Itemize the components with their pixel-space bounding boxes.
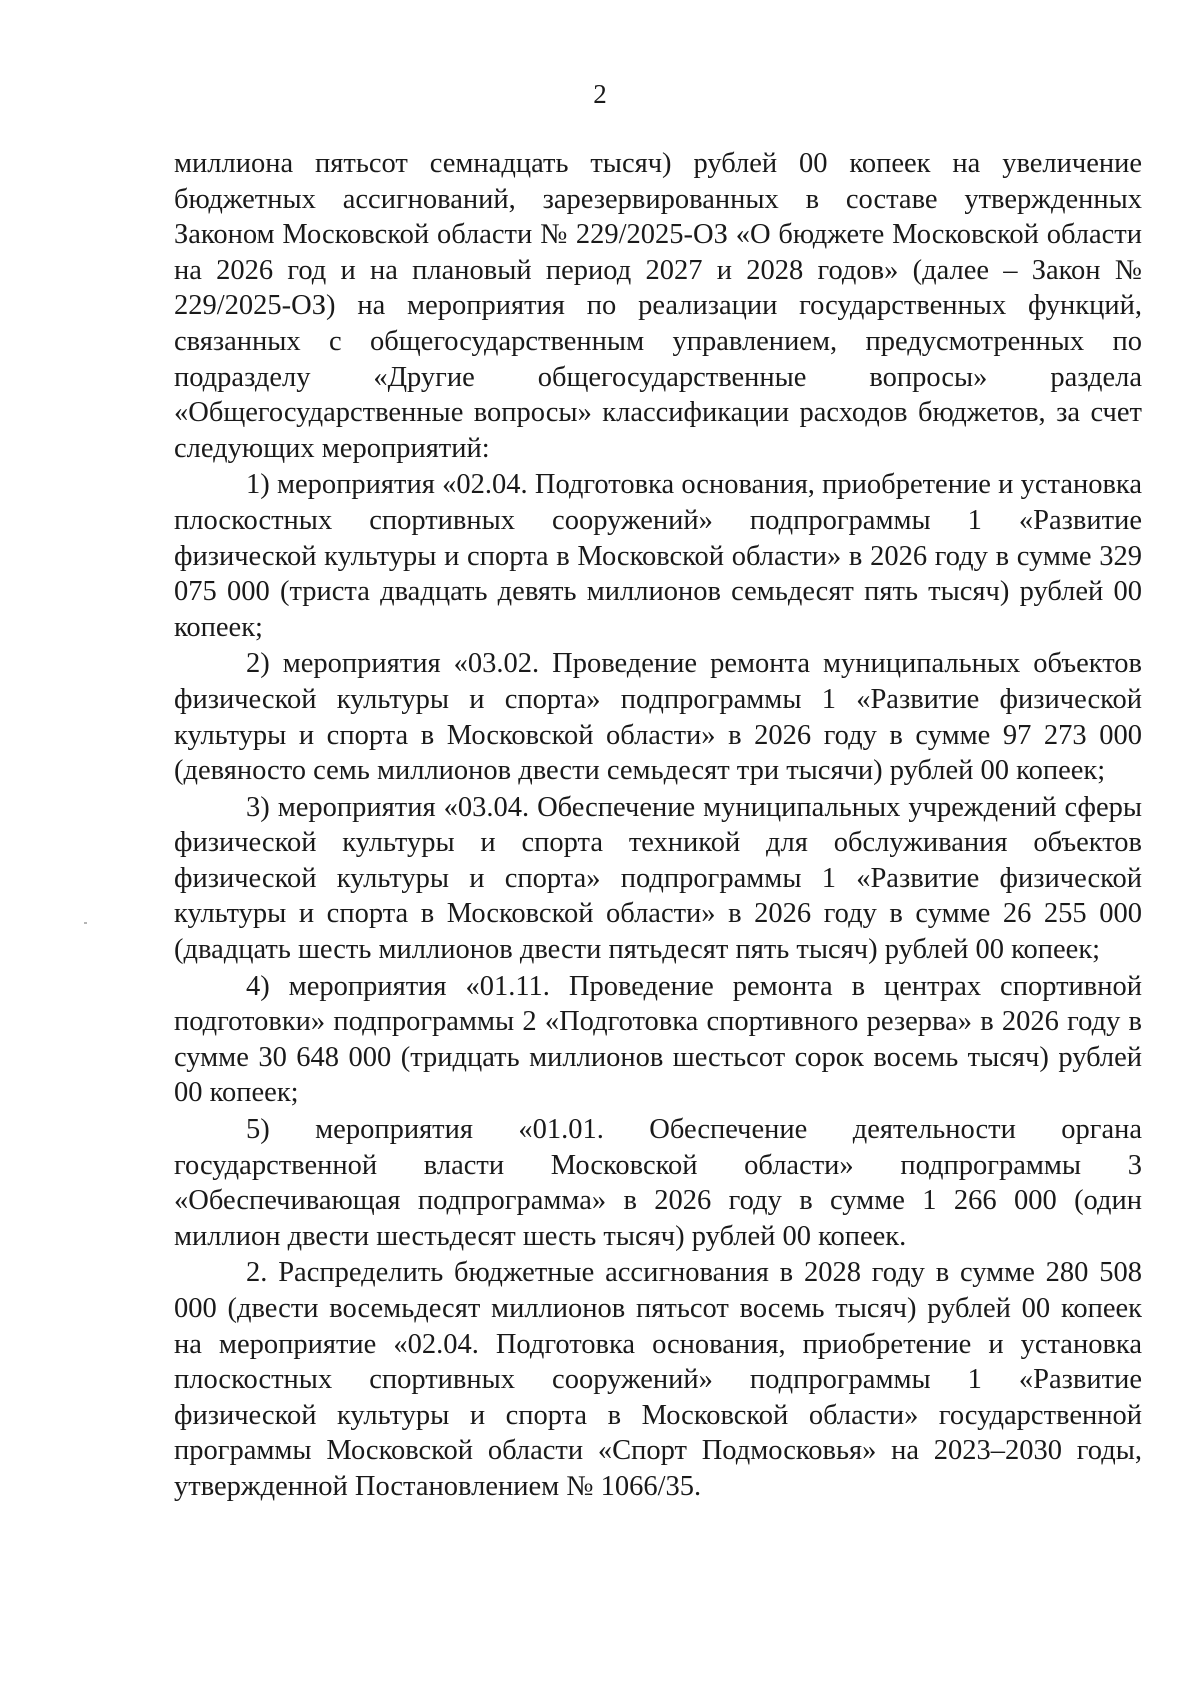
list-item-1: 1) мероприятия «02.04. Подготовка основания, приобретение и установка плоскостных спортивных сооружений» подпрограммы 1 «Развитие физической культуры и спорта в Московской области» в 2026 году в сумме 329 075 000 (триста двадцать девять миллионов семьдесят пять тысяч) рублей 00 копеек; [174, 469, 1142, 643]
paragraph-clause-2: 2. Распределить бюджетные ассигнования в 2028 году в сумме 280 508 000 (двести восемьдесят миллионов пятьсот восемь тысяч) рублей 00 копеек на мероприятие «02.04. Подготовка основания, приобретение и установка плоскостных спортивных сооружений» подпрограммы 1 «Развитие физической культуры и спорта в Московской области» государственной программы Московской области «Спорт Подмосковья» на 2023–2030 годы, утвержденной Постановлением № 1066/35. [174, 1257, 1142, 1502]
list-item-5: 5) мероприятия «01.01. Обеспечение деятельности органа государственной власти Московской области» подпрограммы 3 «Обеспечивающая подпрограмма» в 2026 году в сумме 1 266 000 (один миллион двести шестьдесят шесть тысяч) рублей 00 копеек. [174, 1114, 1142, 1252]
scan-artifact [84, 922, 87, 924]
list-item-4: 4) мероприятия «01.11. Проведение ремонта в центрах спортивной подготовки» подпрограммы 2 «Подготовка спортивного резерва» в 2026 году в сумме 30 648 000 (тридцать миллионов шестьсот сорок восемь тысяч) рублей 00 копеек; [174, 970, 1142, 1109]
page-number: 2 [593, 79, 607, 109]
list-item-2: 2) мероприятия «03.02. Проведение ремонта муниципальных объектов физической культуры и спорта» подпрограммы 1 «Развитие физической культуры и спорта в Московской области» в 2026 году в сумме 97 273 000 (девяносто семь миллионов двести семьдесят три тысячи) рублей 00 копеек; [174, 648, 1142, 787]
document-body [174, 146, 1142, 1506]
list-item-3: 3) мероприятия «03.04. Обеспечение муниципальных учреждений сферы физической культуры и спорта техникой для обслуживания объектов физической культуры и спорта» подпрограммы 1 «Развитие физической культуры и спорта в Московской области» в 2026 году в сумме 26 255 000 (двадцать шесть миллионов двести пятьдесят пять тысяч) рублей 00 копеек; [174, 791, 1142, 966]
paragraph-continuation: миллиона пятьсот семнадцать тысяч) рублей 00 копеек на увеличение бюджетных ассигнований, зарезервированных в составе утвержденных Законом Московской области № 229/2025-ОЗ «О бюджете Московской области на 2026 год и на плановый период 2027 и 2028 годов» (далее – Закон № 229/2025-ОЗ) на мероприятия по реализации государственных функций, связанных с общегосударственным управлением, предусмотренных по подразделу «Другие общегосударственные вопросы» раздела «Общегосударственные вопросы» классификации расходов бюджетов, за счет следующих мероприятий: [174, 148, 1142, 464]
